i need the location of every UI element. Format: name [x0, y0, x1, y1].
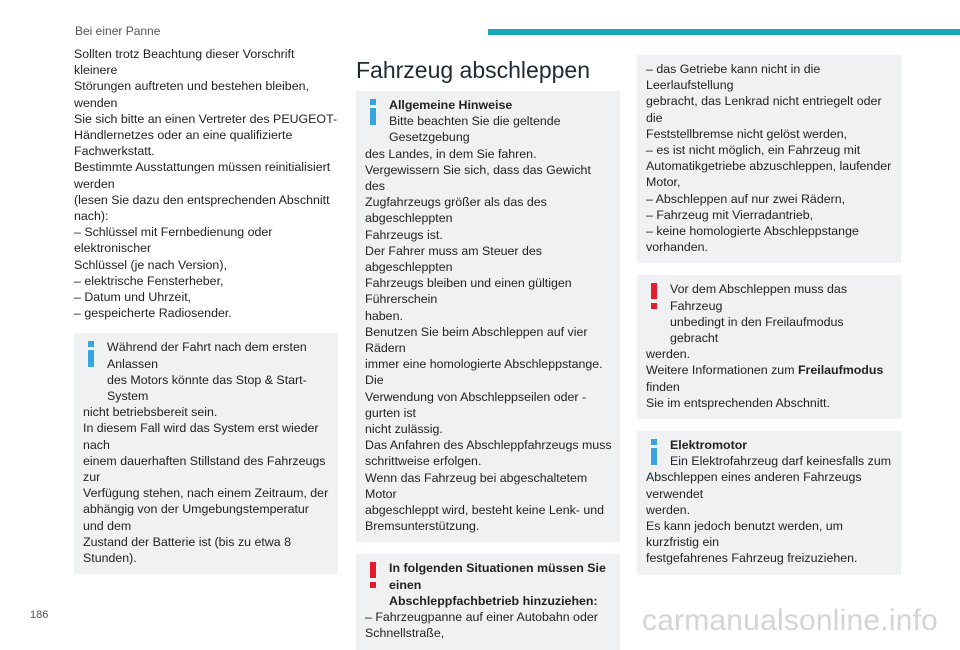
text-line: unbedingt in den Freilaufmodus gebracht [670, 314, 844, 346]
list-item: – keine homologierte Abschleppstange vorhanden. [646, 224, 859, 255]
section-title: Fahrzeug abschleppen [356, 57, 590, 83]
text-line: haben. [365, 308, 403, 323]
warning-box-towing-service [356, 554, 620, 649]
text-line: Der Fahrer muss am Steuer des abgeschleppten [365, 243, 542, 275]
text-line: Abschleppen eines anderen Fahrzeugs verwendet [646, 470, 862, 501]
text-line: des Landes, in dem Sie fahren. [365, 146, 537, 161]
list-item: – Fahrzeug mit Vierradantrieb, [646, 207, 814, 222]
list-item: – Datum und Uhrzeit, [74, 290, 192, 305]
text-line: Bremsunterstützung. [365, 519, 480, 534]
list-item: – Abschleppen auf nur zwei Rädern, [646, 191, 846, 206]
text-line: immer eine homologierte Abschleppstange. Die [365, 357, 603, 388]
text-line: Benutzen Sie beim Abschleppen auf vier Rädern [365, 324, 588, 356]
text-line: werden. [646, 347, 691, 362]
text-line: Störungen auftreten und bestehen bleiben, wenden [74, 79, 309, 110]
text-line: Sie sich bitte an einen Vertreter des PEUGEOT- [74, 111, 338, 126]
list-item: – es ist nicht möglich, ein Fahrzeug mit [646, 143, 861, 158]
box-title: Elektromotor [670, 438, 748, 453]
warning-icon [647, 283, 661, 309]
text-line: Das Anfahren des Abschleppfahrzeugs muss [365, 438, 612, 453]
text-line [646, 362, 893, 394]
info-box-stop-start [74, 333, 338, 574]
text-fragment: Weitere Informationen zum [646, 363, 798, 378]
text-line: Sollten trotz Beachtung dieser Vorschrift kleinere [74, 47, 295, 78]
list-item: – Fahrzeugpanne auf einer Autobahn oder [365, 610, 598, 625]
text-line: Vor dem Abschleppen muss das Fahrzeug [670, 282, 848, 313]
list-item: – das Getriebe kann nicht in die Leerlaufstellung [646, 62, 821, 93]
column-right [637, 55, 901, 575]
text-line: Schnellstraße, [365, 626, 445, 641]
list-item: – Schlüssel mit Fernbedienung oder elektronischer [74, 225, 273, 256]
info-icon [366, 99, 380, 125]
text-line: Zugfahrzeugs größer als das des abgeschleppten [365, 195, 547, 226]
text-line: Verwendung von Abschleppseilen oder -gurten ist [365, 389, 587, 420]
info-icon [647, 439, 661, 465]
text-line: Es kann jedoch benutzt werden, um kurzfristig ein [646, 519, 843, 550]
text-line: Zustand der Batterie ist (bis zu etwa 8 Stunden). [83, 534, 291, 566]
text-line: Fahrzeugs bleiben und einen gültigen Führerschein [365, 276, 572, 307]
text-line: schrittweise erfolgen. [365, 454, 482, 469]
text-line: des Motors könnte das Stop & Start-System [107, 372, 307, 404]
text-line: werden. [646, 502, 691, 517]
text-line: Sie im entsprechenden Abschnitt. [646, 395, 830, 410]
list-item: – elektrische Fensterheber, [74, 273, 224, 288]
text-line: (lesen Sie dazu den entsprechenden Abschnitt nach): [74, 192, 330, 224]
text-line: Verfügung stehen, nach einem Zeitraum, der [83, 486, 329, 501]
text-line: Bitte beachten Sie die geltende Gesetzgebung [389, 114, 561, 145]
text-line: nicht betriebsbereit sein. [83, 405, 218, 420]
column-left [74, 46, 338, 574]
list-item: – gespeicherte Radiosender. [74, 306, 232, 321]
column-middle [356, 56, 620, 650]
info-box-electric-motor [637, 431, 901, 575]
text-line: Bestimmte Ausstattungen müssen reinitialisiert werden [74, 160, 331, 191]
text-line: Während der Fahrt nach dem ersten Anlassen [107, 340, 307, 371]
warning-box-free-wheel-mode [637, 275, 901, 419]
text-line: Ein Elektrofahrzeug darf keinesfalls zum [670, 454, 892, 469]
info-icon [84, 341, 98, 367]
watermark: carmanualsonline.info [641, 604, 938, 637]
box-title: Abschleppfachbetrieb hinzuziehen: [389, 593, 598, 608]
text-line: nicht zulässig. [365, 422, 443, 437]
header-accent-bar [488, 29, 960, 35]
text-line: Schlüssel (je nach Version), [74, 257, 227, 272]
info-box-general-notes [356, 91, 620, 542]
text-line: Händlernetzes oder an eine qualifizierte Fachwerkstatt. [74, 128, 293, 159]
term-freilaufmodus: Freilaufmodus [797, 363, 884, 378]
text-line: Automatikgetriebe abzuschleppen, laufender Motor, [646, 159, 892, 190]
continued-list-box [637, 55, 901, 263]
text-line: festgefahrenes Fahrzeug freizuziehen. [646, 551, 858, 566]
text-line: Vergewissern Sie sich, dass das Gewicht des [365, 162, 591, 194]
warning-icon [366, 562, 380, 588]
text-line: abgeschleppt wird, besteht keine Lenk- und [365, 503, 605, 518]
box-title: In folgenden Situationen müssen Sie einen [389, 561, 606, 592]
text-line: gebracht, das Lenkrad nicht entriegelt oder die [646, 94, 882, 125]
text-line: Fahrzeugs ist. [365, 227, 443, 242]
text-line: abhängig von der Umgebungstemperatur und dem [83, 502, 309, 533]
text-line: einem dauerhaften Stillstand des Fahrzeugs zur [83, 453, 326, 485]
text-line: Feststellbremse nicht gelöst werden, [646, 126, 848, 141]
text-line: Wenn das Fahrzeug bei abgeschaltetem Motor [365, 470, 588, 501]
text-line: In diesem Fall wird das System erst wieder nach [83, 421, 319, 452]
page-number: 186 [30, 609, 49, 621]
running-header: Bei einer Panne [75, 24, 161, 38]
box-title: Allgemeine Hinweise [389, 98, 513, 112]
text-fragment: finden [646, 379, 680, 394]
